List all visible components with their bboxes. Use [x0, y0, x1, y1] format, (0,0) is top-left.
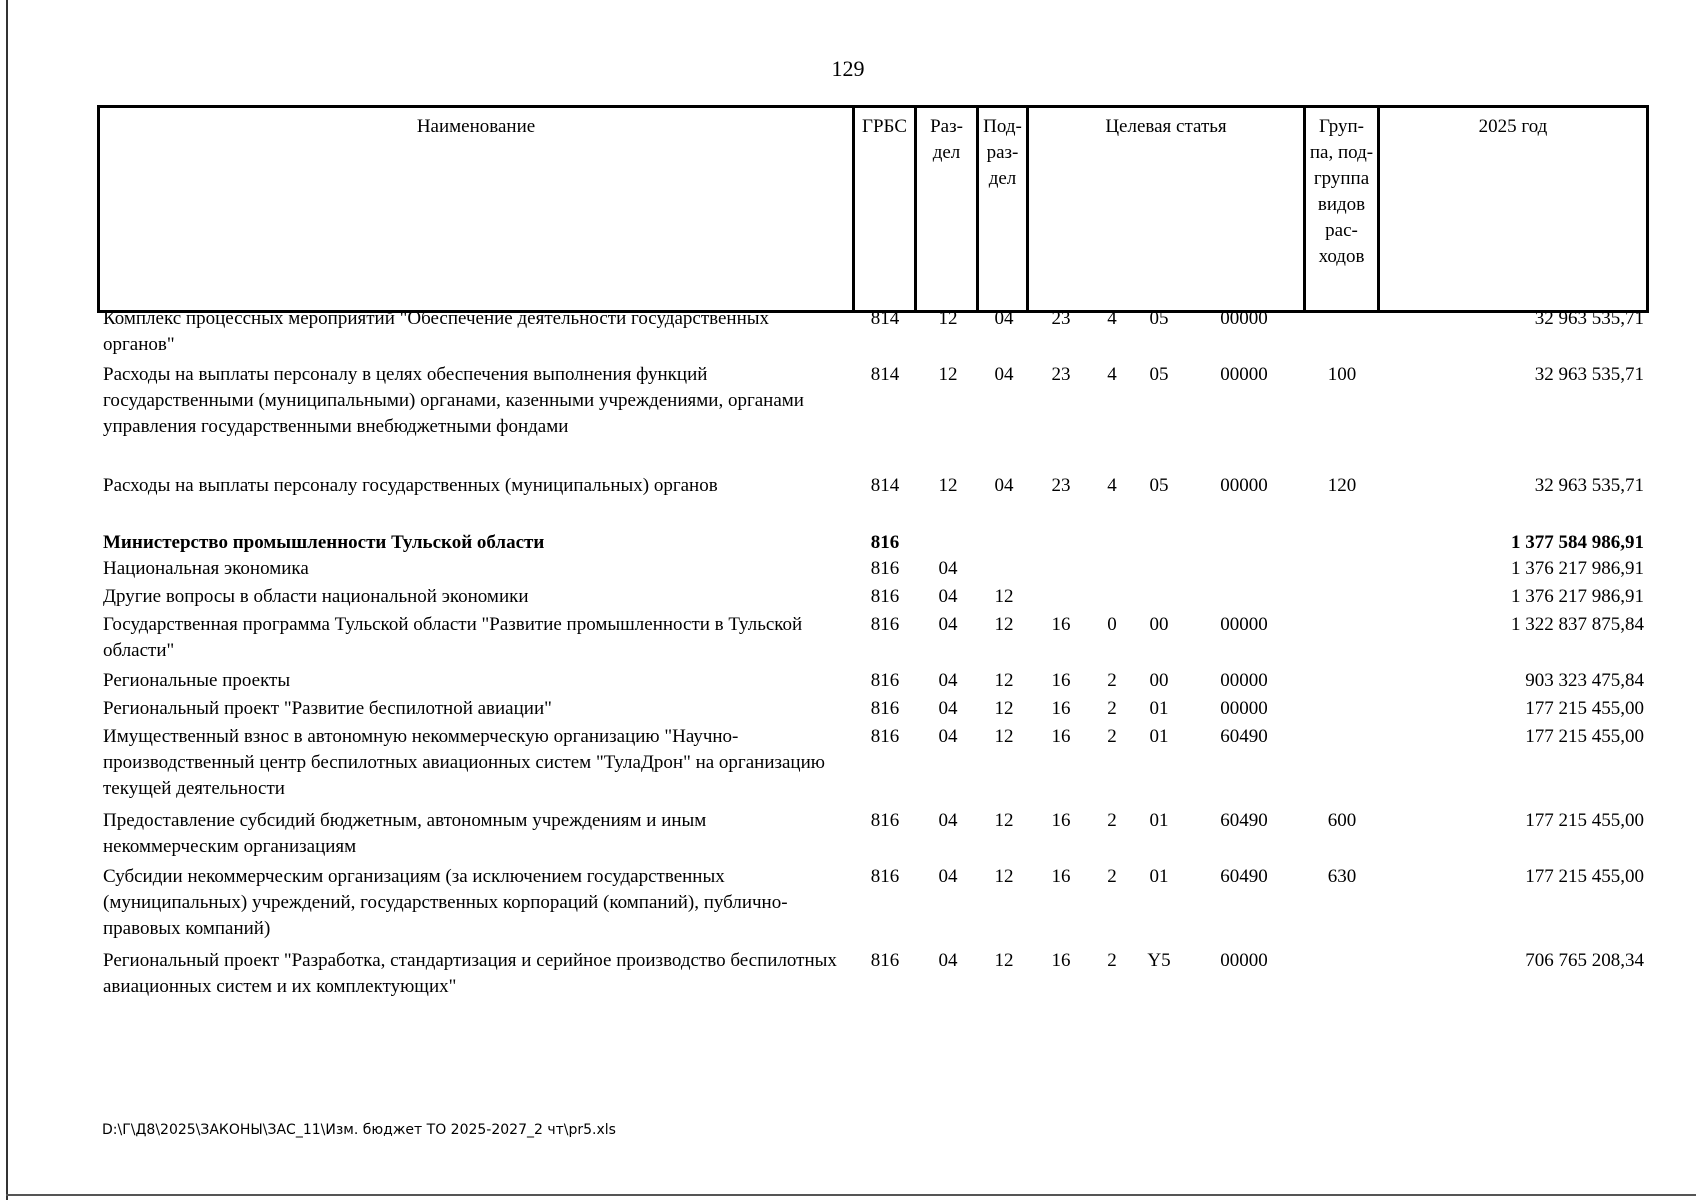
header-name: Наименование	[99, 107, 854, 312]
cell-sum: 1 322 837 875,84	[1511, 614, 1644, 635]
cell-cs4: 00000	[1220, 670, 1268, 691]
cell-razdel: 04	[938, 614, 958, 635]
cell-cs2: 2	[1107, 670, 1117, 691]
cell-cs1: 16	[1051, 614, 1071, 635]
cell-podrazdel: 04	[994, 308, 1014, 329]
cell-razdel: 04	[938, 558, 958, 579]
cell-grbs: 816	[870, 726, 900, 747]
cell-name: Комплекс процессных мероприятий "Обеспечение деятельности государственных органов"	[103, 308, 770, 355]
cell-cs4: 00000	[1220, 698, 1268, 719]
cell-cs2: 4	[1107, 364, 1117, 385]
cell-cs3: 00	[1149, 670, 1169, 691]
cell-grbs: 816	[870, 670, 900, 691]
cell-sum: 177 215 455,00	[1525, 810, 1644, 831]
cell-vid: 120	[1327, 475, 1357, 496]
cell-cs4: 60490	[1220, 810, 1268, 831]
cell-name: Национальная экономика	[103, 558, 309, 579]
cell-vid: 630	[1327, 866, 1357, 887]
cell-sum: 32 963 535,71	[1534, 475, 1644, 496]
cell-cs1: 23	[1051, 308, 1071, 329]
cell-cs2: 2	[1107, 866, 1117, 887]
cell-name: Предоставление субсидий бюджетным, автономным учреждениям и иным некоммерческим организациям	[103, 810, 707, 857]
cell-name: Расходы на выплаты персоналу в целях обеспечения выполнения функций государственными (муниципальными) органами, казенными учреждениями, органами управления государственными внебюджетными фондами	[103, 364, 804, 437]
cell-cs3: 01	[1149, 726, 1169, 747]
cell-vid: 100	[1327, 364, 1357, 385]
header-year: 2025 год	[1379, 107, 1648, 312]
cell-grbs: 816	[870, 698, 900, 719]
cell-razdel: 12	[938, 364, 958, 385]
cell-cs1: 16	[1051, 950, 1071, 971]
cell-cs1: 16	[1051, 698, 1071, 719]
table-header	[97, 105, 1649, 313]
cell-razdel: 04	[938, 950, 958, 971]
header-podrazdel: Под- раз- дел	[978, 107, 1028, 312]
cell-vid: 600	[1327, 810, 1357, 831]
cell-name: Региональный проект "Разработка, стандартизация и серийное производство беспилотных авиационных систем и их комплектующих"	[103, 950, 837, 997]
cell-podrazdel: 12	[994, 866, 1014, 887]
cell-podrazdel: 04	[994, 475, 1014, 496]
cell-podrazdel: 12	[994, 698, 1014, 719]
cell-cs4: 00000	[1220, 364, 1268, 385]
cell-name: Субсидии некоммерческим организациям (за исключением государственных (муниципальных) учреждений, государственных корпораций (компаний), публично-правовых компаний)	[103, 866, 788, 939]
cell-name: Имущественный взнос в автономную некоммерческую организацию "Научно-производственный центр беспилотных авиационных систем "ТулаДрон" на организацию текущей деятельности	[103, 726, 825, 799]
cell-grbs: 816	[870, 810, 900, 831]
page-left-edge	[6, 0, 8, 1200]
cell-grbs: 816	[870, 586, 900, 607]
cell-podrazdel: 12	[994, 586, 1014, 607]
cell-sum: 706 765 208,34	[1525, 950, 1644, 971]
cell-cs2: 4	[1107, 308, 1117, 329]
cell-name: Другие вопросы в области национальной экономики	[103, 586, 529, 607]
cell-cs1: 16	[1051, 670, 1071, 691]
cell-cs3: 00	[1149, 614, 1169, 635]
cell-razdel: 04	[938, 810, 958, 831]
cell-sum: 1 376 217 986,91	[1511, 558, 1644, 579]
cell-sum: 32 963 535,71	[1534, 364, 1644, 385]
cell-razdel: 04	[938, 698, 958, 719]
cell-podrazdel: 12	[994, 670, 1014, 691]
cell-grbs: 816	[870, 558, 900, 579]
cell-grbs: 814	[870, 364, 900, 385]
cell-cs2: 2	[1107, 726, 1117, 747]
cell-name: Министерство промышленности Тульской области	[103, 532, 545, 553]
cell-sum: 177 215 455,00	[1525, 698, 1644, 719]
cell-name: Государственная программа Тульской области "Развитие промышленности в Тульской области"	[103, 614, 803, 661]
cell-grbs: 816	[870, 950, 900, 971]
cell-cs3: 05	[1149, 308, 1169, 329]
header-vid: Груп- па, под- группа видов рас- ходов	[1305, 107, 1379, 312]
cell-cs1: 23	[1051, 475, 1071, 496]
cell-razdel: 04	[938, 586, 958, 607]
header-grbs: ГРБС	[854, 107, 916, 312]
cell-cs4: 00000	[1220, 950, 1268, 971]
cell-cs1: 16	[1051, 866, 1071, 887]
cell-cs3: 05	[1149, 364, 1169, 385]
cell-cs3: 01	[1149, 866, 1169, 887]
page-number: 129	[831, 56, 865, 81]
file-path-footer: D:\Г\Д8\2025\ЗАКОНЫ\ЗАС_11\Изм. бюджет ТО 2025-2027_2 чт\pr5.xls	[102, 1122, 616, 1138]
cell-sum: 32 963 535,71	[1534, 308, 1644, 329]
cell-podrazdel: 12	[994, 810, 1014, 831]
cell-podrazdel: 12	[994, 950, 1014, 971]
cell-razdel: 12	[938, 308, 958, 329]
cell-razdel: 12	[938, 475, 958, 496]
header-razdel: Раз- дел	[916, 107, 978, 312]
cell-cs2: 2	[1107, 950, 1117, 971]
cell-name: Региональные проекты	[103, 670, 291, 691]
cell-grbs: 814	[870, 308, 900, 329]
cell-name: Расходы на выплаты персоналу государственных (муниципальных) органов	[103, 475, 718, 496]
cell-cs4: 60490	[1220, 726, 1268, 747]
cell-podrazdel: 04	[994, 364, 1014, 385]
cell-sum: 177 215 455,00	[1525, 866, 1644, 887]
cell-podrazdel: 12	[994, 614, 1014, 635]
cell-cs2: 4	[1107, 475, 1117, 496]
cell-cs1: 16	[1051, 810, 1071, 831]
cell-name: Региональный проект "Развитие беспилотной авиации"	[103, 698, 552, 719]
cell-cs1: 16	[1051, 726, 1071, 747]
header-celevaya: Целевая статья	[1028, 107, 1305, 312]
cell-grbs: 816	[870, 614, 900, 635]
cell-cs3: Y5	[1147, 950, 1171, 971]
cell-cs4: 00000	[1220, 475, 1268, 496]
cell-cs3: 01	[1149, 810, 1169, 831]
cell-cs4: 00000	[1220, 308, 1268, 329]
cell-cs4: 00000	[1220, 614, 1268, 635]
cell-cs3: 01	[1149, 698, 1169, 719]
cell-sum: 1 376 217 986,91	[1511, 586, 1644, 607]
cell-cs3: 05	[1149, 475, 1169, 496]
cell-grbs: 814	[870, 475, 900, 496]
cell-sum: 903 323 475,84	[1525, 670, 1644, 691]
cell-cs4: 60490	[1220, 866, 1268, 887]
cell-cs2: 0	[1107, 614, 1117, 635]
cell-podrazdel: 12	[994, 726, 1014, 747]
cell-grbs: 816	[870, 532, 900, 553]
cell-sum: 1 377 584 986,91	[1511, 532, 1644, 553]
cell-cs2: 2	[1107, 698, 1117, 719]
cell-grbs: 816	[870, 866, 900, 887]
cell-razdel: 04	[938, 726, 958, 747]
cell-razdel: 04	[938, 866, 958, 887]
cell-razdel: 04	[938, 670, 958, 691]
cell-cs1: 23	[1051, 364, 1071, 385]
cell-sum: 177 215 455,00	[1525, 726, 1644, 747]
cell-cs2: 2	[1107, 810, 1117, 831]
page-bottom-edge	[6, 1194, 1696, 1196]
